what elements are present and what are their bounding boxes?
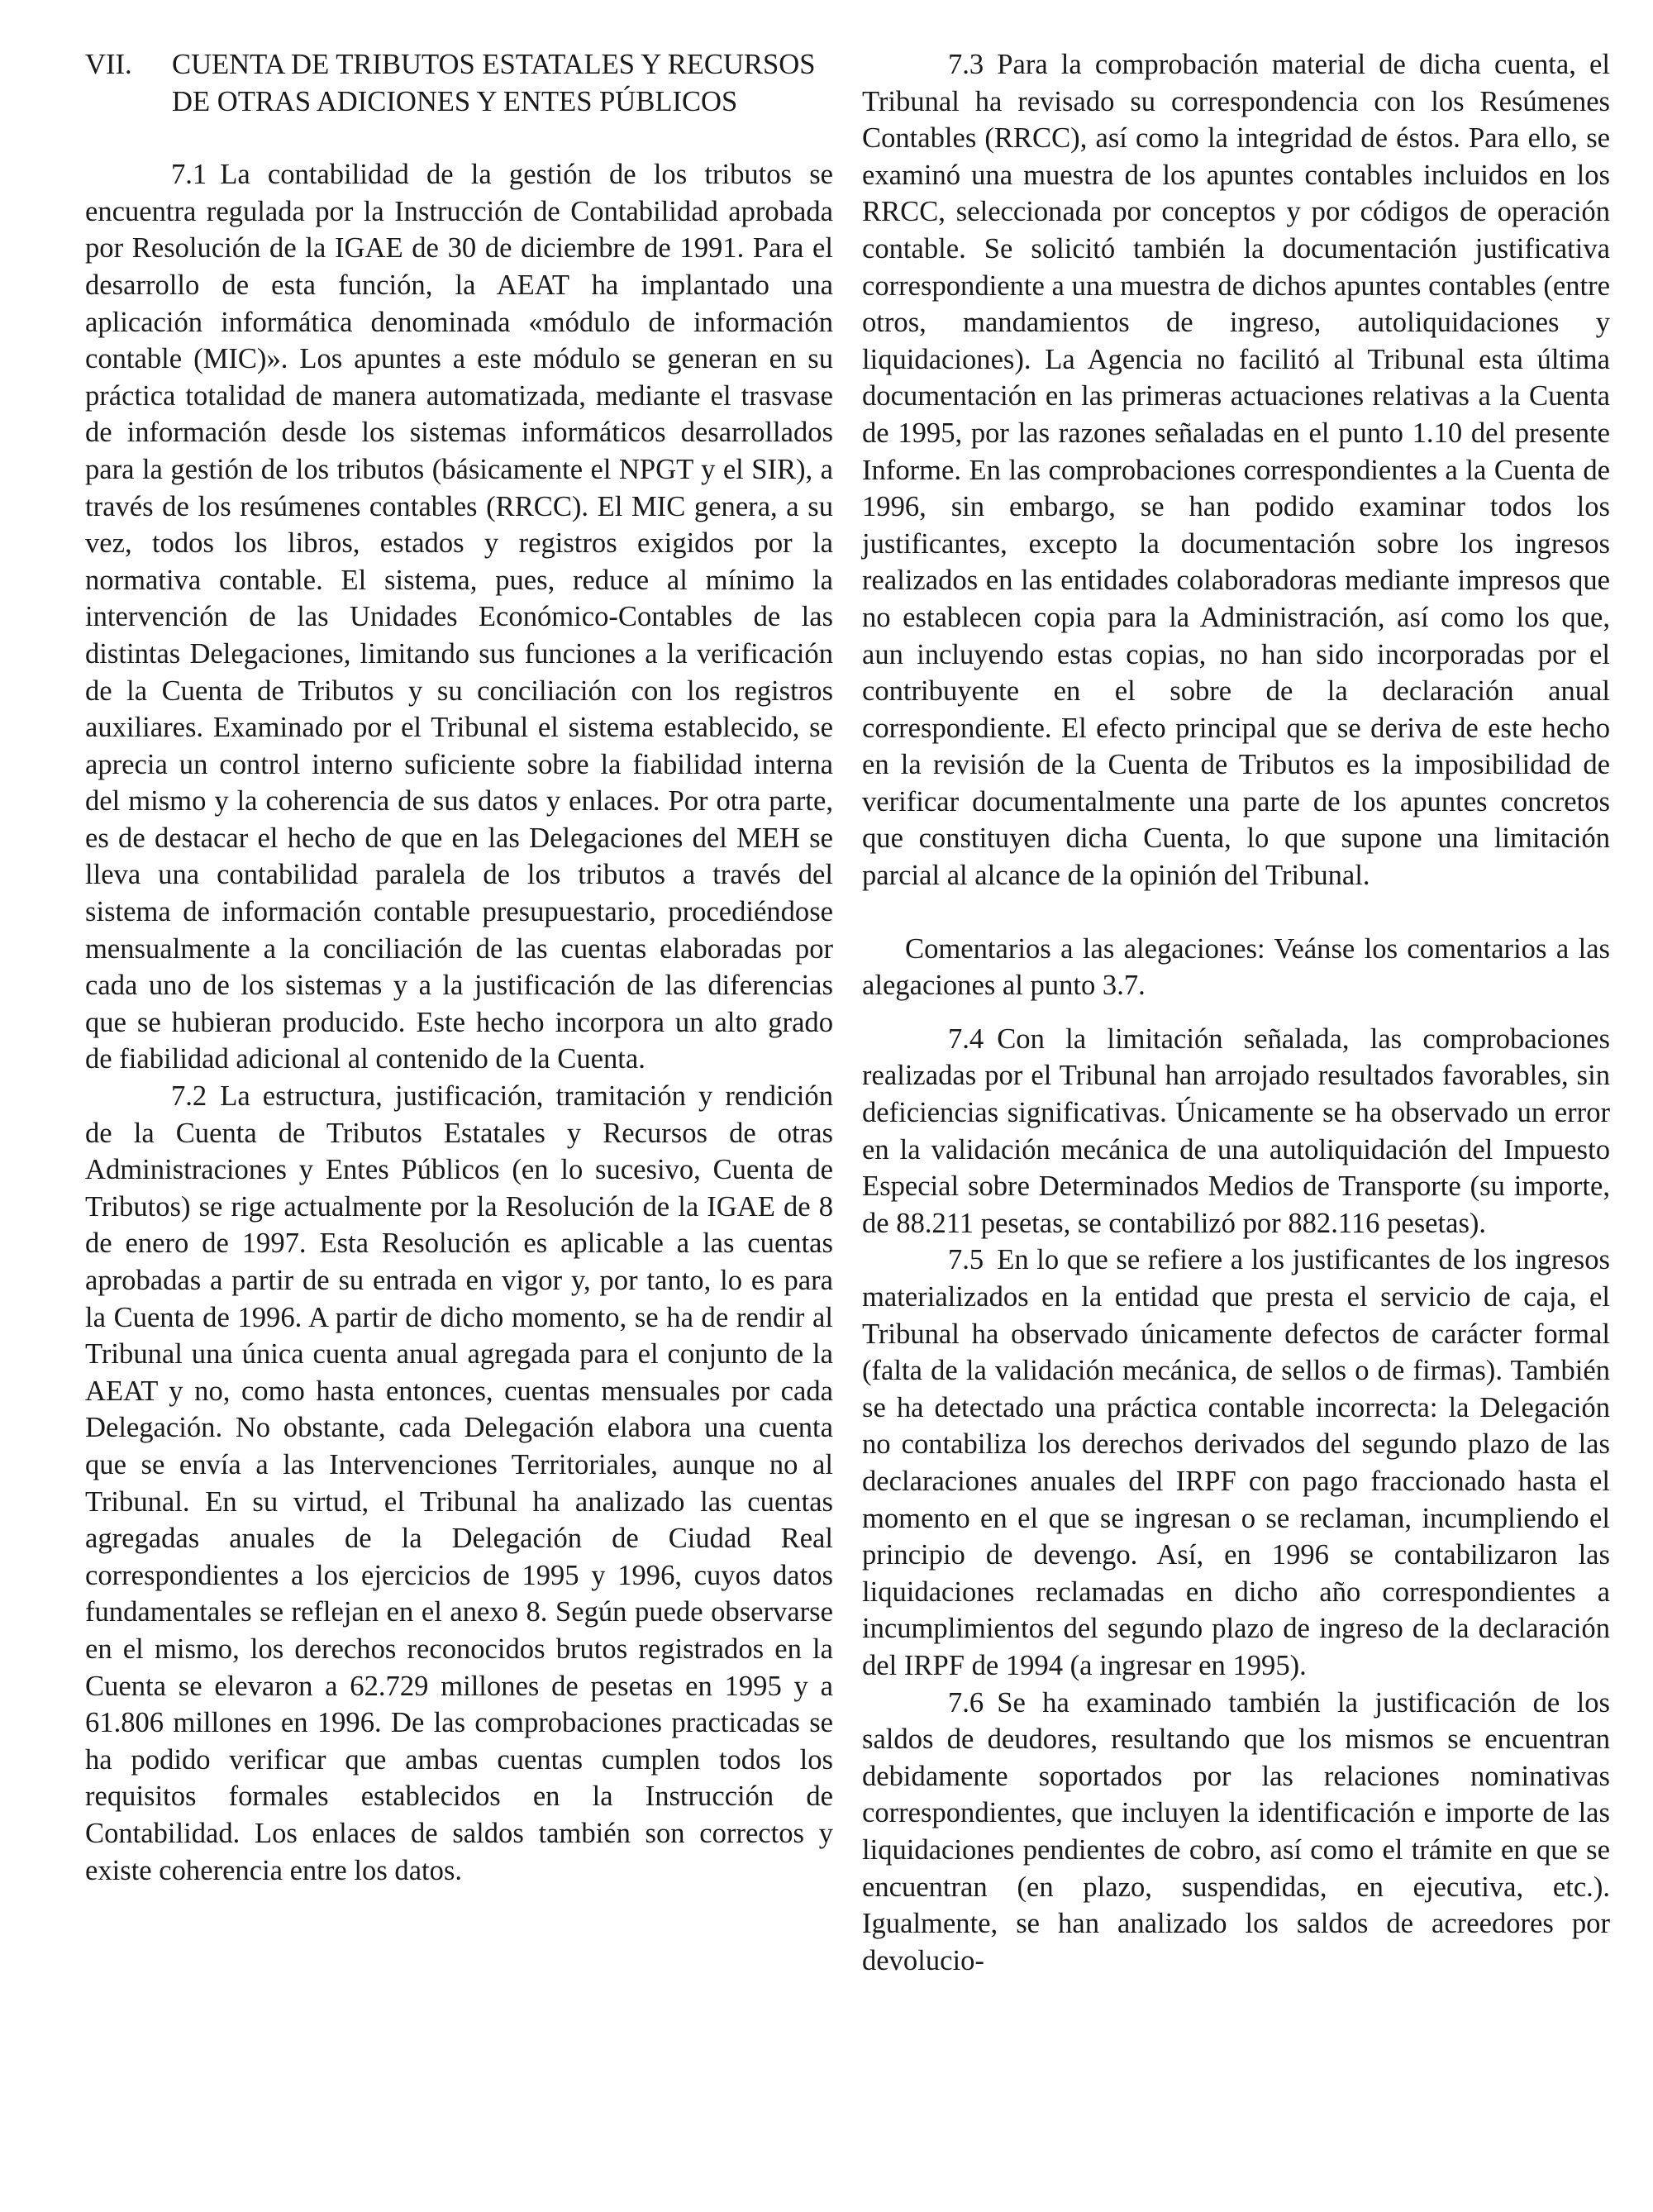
left-column [85, 46, 833, 1889]
paragraph-comments [862, 931, 1610, 1004]
paragraph-number: 7.5 [948, 1244, 984, 1276]
paragraph-7-4 [862, 1021, 1610, 1242]
paragraph-text: Con la limitación señalada, las comprobaciones realizadas por el Tribunal han arrojado resultados favorables, sin deficiencias significativas. Únicamente se ha observado un error en la validación mecánica de una autoliquidación del Impuesto Especial sobre Determinados Medios de Transporte (su importe, de 88.211 pesetas, se contabilizó por 882.116 pesetas). [862, 1023, 1610, 1239]
paragraph-7-1 [85, 156, 833, 1078]
paragraph-text: Para la comprobación material de dicha cuenta, el Tribunal ha revisado su correspondencia con los Resúmenes Contables (RRCC), así como la integridad de éstos. Para ello, se examinó una muestra de los apuntes contables incluidos en los RRCC, seleccionada por conceptos y por códigos de operación contable. Se solicitó también la documentación justificativa correspondiente a una muestra de dichos apuntes contables (entre otros, mandamientos de ingreso, autoliquidaciones y liquidaciones). La Agencia no facilitó al Tribunal esta última documentación en las primeras actuaciones relativas a la Cuenta de 1995, por las razones señaladas en el punto 1.10 del presente Informe. En las comprobaciones correspondientes a la Cuenta de 1996, sin embargo, se han podido examinar todos los justificantes, excepto la documentación sobre los ingresos realizados en las entidades colaboradoras mediante impresos que no establecen copia para la Administración, así como los que, aun incluyendo estas copias, no han sido incorporadas por el contribuyente en el sobre de la declaración anual correspondiente. El efecto principal que se deriva de este hecho en la revisión de la Cuenta de Tributos es la imposibilidad de verificar documentalmente una parte de los apuntes concretos que constituyen dicha Cuenta, lo que supone una limitación parcial al alcance de la opinión del Tribunal. [862, 49, 1610, 892]
paragraph-number: 7.6 [948, 1686, 984, 1719]
paragraph-7-5 [862, 1242, 1610, 1684]
paragraph-text: La contabilidad de la gestión de los tributos se encuentra regulada por la Instrucción de Contabilidad aprobada por Resolución de la IGAE de 30 de diciembre de 1991. Para el desarrollo de esta función, la AEAT ha implantado una aplicación informática denominada «módulo de información contable (MIC)». Los apuntes a este módulo se generan en su práctica totalidad de manera automatizada, mediante el trasvase de información desde los sistemas informáticos desarrollados para la gestión de los tributos (básicamente el NPGT y el SIR), a través de los resúmenes contables (RRCC). El MIC genera, a su vez, todos los libros, estados y registros exigidos por la normativa contable. El sistema, pues, reduce al mínimo la intervención de las Unidades Económico-Contables de las distintas Delegaciones, limitando sus funciones a la verificación de la Cuenta de Tributos y su conciliación con los registros auxiliares. Examinado por el Tribunal el sistema establecido, se aprecia un control interno suficiente sobre la fiabilidad interna del mismo y la coherencia de sus datos y enlaces. Por otra parte, es de destacar el hecho de que en las Delegaciones del MEH se lleva una contabilidad paralela de los tributos a través del sistema de información contable presupuestario, procediéndose mensualmente a la conciliación de las cuentas elaboradas por cada uno de los sistemas y a la justificación de las diferencias que se hubieran producido. Este hecho incorpora un alto grado de fiabilidad adicional al contenido de la Cuenta. [85, 159, 833, 1075]
paragraph-text: Comentarios a las alegaciones: Veánse los comentarios a las alegaciones al punto 3.7. [862, 932, 1610, 1002]
paragraph-number: 7.2 [171, 1080, 207, 1113]
section-heading [85, 46, 833, 120]
paragraph-number: 7.3 [948, 49, 984, 80]
right-column [862, 46, 1610, 1979]
paragraph-text: Se ha examinado también la justificación de los saldos de deudores, resultando que los mismos se encuentran debidamente soportados por las relaciones nominativas correspondientes, que incluyen la identificación e importe de las liquidaciones pendientes de cobro, así como el trámite en que se encuentran (en plazo, suspendidas, en ejecutiva, etc.). Igualmente, se han analizado los saldos de acreedores por devolucio- [862, 1686, 1610, 1976]
paragraph-7-2 [85, 1078, 833, 1889]
section-number: VII. [85, 49, 132, 80]
paragraph-text: En lo que se refiere a los justificantes de los ingresos materializados en la entidad que presta el servicio de caja, el Tribunal ha observado únicamente defectos de carácter formal (falta de la validación mecánica, de sellos o de firmas). También se ha detectado una práctica contable incorrecta: la Delegación no contabiliza los derechos derivados del segundo plazo de las declaraciones anuales del IRPF con pago fraccionado hasta el momento en el que se ingresan o se reclaman, incumpliendo el principio de devengo. Así, en 1996 se contabilizaron las liquidaciones reclamadas en dicho año correspondientes a incumplimientos del segundo plazo de ingreso de la declaración del IRPF de 1994 (a ingresar en 1995). [862, 1244, 1610, 1681]
section-title: CUENTA DE TRIBUTOS ESTATALES Y RECURSOS DE OTRAS ADICIONES Y ENTES PÚBLICOS [172, 49, 816, 117]
paragraph-text: La estructura, justificación, tramitación y rendición de la Cuenta de Tributos Estatales y Recursos de otras Administraciones y Entes Públicos (en lo sucesivo, Cuenta de Tributos) se rige actualmente por la Resolución de la IGAE de 8 de enero de 1997. Esta Resolución es aplicable a las cuentas aprobadas a partir de su entrada en vigor y, por tanto, lo es para la Cuenta de 1996. A partir de dicho momento, se ha de rendir al Tribunal una única cuenta anual agregada para el conjunto de la AEAT y no, como hasta entonces, cuentas mensuales por cada Delegación. No obstante, cada Delegación elabora una cuenta que se envía a las Intervenciones Territoriales, aunque no al Tribunal. En su virtud, el Tribunal ha analizado las cuentas agregadas anuales de la Delegación de Ciudad Real correspondientes a los ejercicios de 1995 y 1996, cuyos datos fundamentales se reflejan en el anexo 8. Según puede observarse en el mismo, los derechos reconocidos brutos registrados en la Cuenta se elevaron a 62.729 millones de pesetas en 1995 y a 61.806 millones en 1996. De las comprobaciones practicadas se ha podido verificar que ambas cuentas cumplen todos los requisitos formales establecidos en la Instrucción de Contabilidad. Los enlaces de saldos también son correctos y existe coherencia entre los datos. [85, 1080, 833, 1886]
paragraph-number: 7.1 [171, 159, 207, 191]
paragraph-7-6 [862, 1685, 1610, 1980]
paragraph-number: 7.4 [948, 1023, 984, 1055]
paragraph-7-3 [862, 46, 1610, 894]
